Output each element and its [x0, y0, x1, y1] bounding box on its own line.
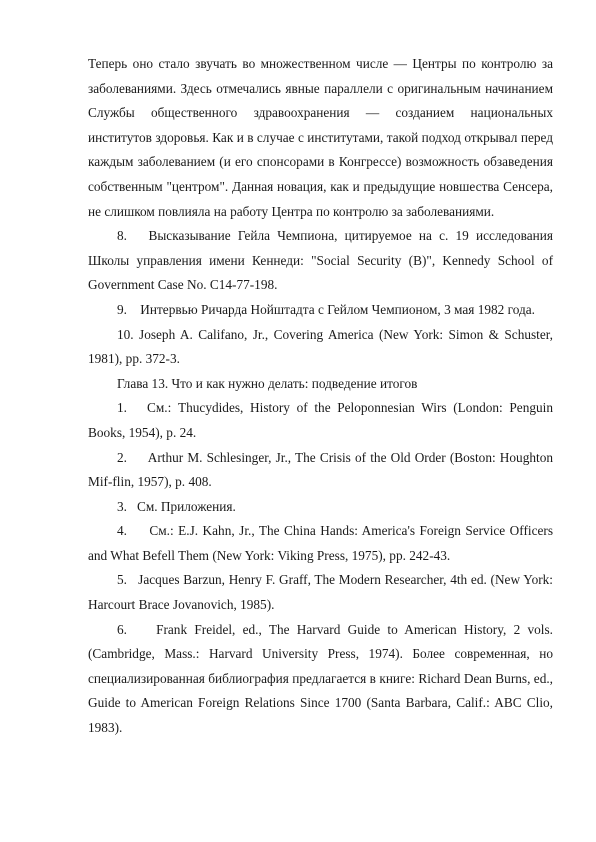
document-page: [88, 52, 553, 741]
note-3: [88, 495, 553, 520]
note-text: Интервью Ричарда Нойштадта с Гейлом Чемпионом, 3 мая 1982 года.: [140, 301, 536, 317]
note-text: См. Приложения.: [136, 498, 236, 514]
note-1: [88, 396, 553, 445]
note-text: Arthur M. Schlesinger, Jr., The Crisis of the Old Order (Boston: Houghton Mif-flin, 1957), p. 408.: [88, 449, 553, 490]
note-10: [88, 323, 553, 372]
note-number: 8.: [117, 228, 127, 244]
note-text: Высказывание Гейла Чемпиона, цитируемое на с. 19 исследования Школы управления имени Кеннеди: "Social Security (B)", Kennedy School of Government Case No. C14-77-198.: [88, 228, 553, 293]
note-text: См.: Thucydides, History of the Peloponnesian Wirs (London: Penguin Books, 1954), p. 24.: [88, 400, 553, 440]
note-number: 9.: [117, 301, 127, 317]
note-number: 1.: [117, 400, 127, 416]
note-text: Jacques Barzun, Henry F. Graff, The Modern Researcher, 4th ed. (New York: Harcourt Brace Jovanovich, 1985).: [88, 572, 553, 613]
chapter-heading: Глава 13. Что и как нужно делать: подведение итогов: [117, 375, 418, 391]
note-5: [88, 568, 553, 617]
note-number: 3.: [117, 498, 127, 514]
note-number: 5.: [117, 572, 127, 588]
note-text: См.: E.J. Kahn, Jr., The China Hands: America's Foreign Service Officers and What Befell Them (New York: Viking Press, 1975), pp. 242-43.: [88, 523, 553, 563]
note-9: [88, 298, 553, 323]
note-6: [88, 618, 553, 741]
note-8: [88, 224, 553, 298]
note-number: 4.: [117, 523, 127, 539]
note-number: 6.: [117, 621, 127, 637]
note-text: Frank Freidel, ed., The Harvard Guide to American History, 2 vols. (Cambridge, Mass.: Harvard University Press, 1974). Более современная, но специализированная библиография предлагается в книге: Richard Dean Burns, ed., Guide to American Foreign Relations Since 1700 (Santa Barbara, Calif.: ABC Clio, 1983).: [88, 621, 553, 736]
note-4: [88, 519, 553, 568]
intro-paragraph: Теперь оно стало звучать во множественном числе — Центры по контролю за заболеваниями. Здесь отмечались явные параллели с оригинальным начинанием Службы общественного здравоохранения — созданием национальных институтов здоровья. Как и в случае с институтами, такой подход открывал перед каждым заболеванием (и его спонсорами в Конгрессе) возможность обзаведения собственным "центром". Данная новация, как и предыдущие новшества Сенсера, не слишком повлияла на работу Центра по контролю за заболеваниями.: [88, 56, 553, 219]
note-text: Joseph A. Califano, Jr., Covering America (New York: Simon & Schuster, 1981), pp. 372-3.: [88, 326, 553, 367]
note-number: 2.: [117, 449, 127, 465]
note-2: [88, 446, 553, 495]
note-number: 10.: [117, 326, 134, 342]
